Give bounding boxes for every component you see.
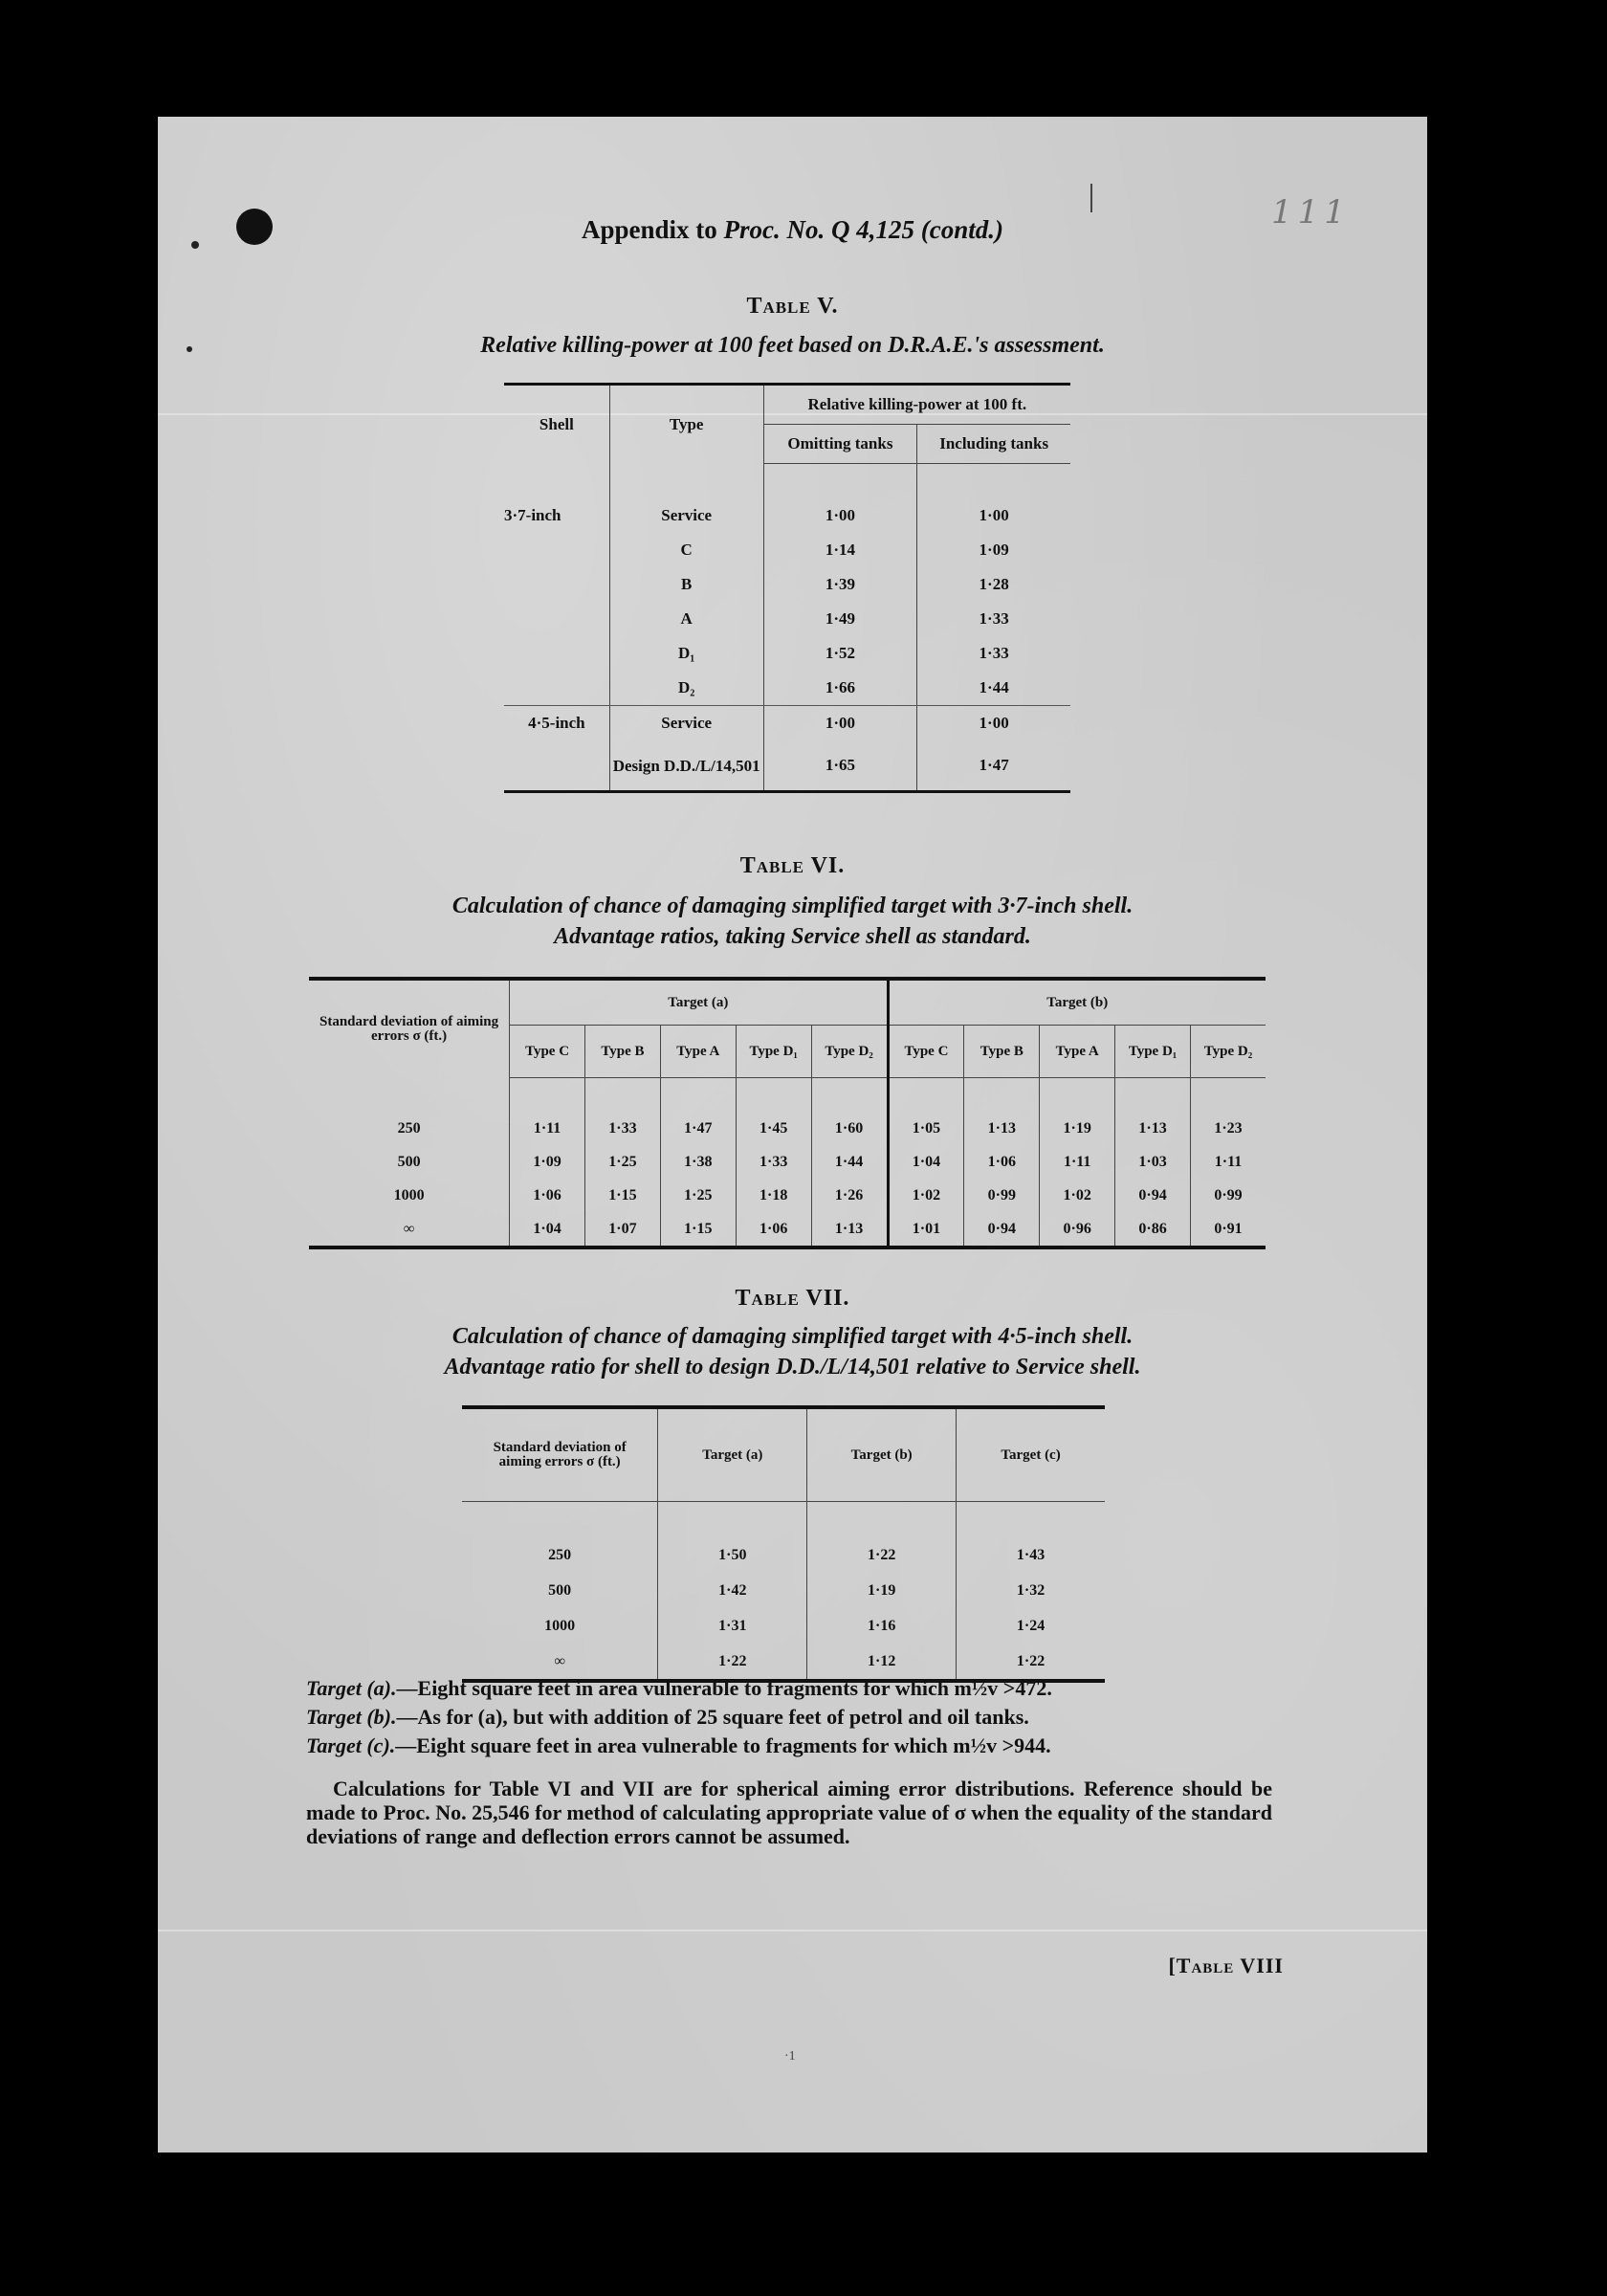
table6-header-type: Type C [888, 1026, 964, 1078]
cell-omit: 1·52 [763, 636, 917, 671]
cell-type: A [609, 602, 763, 636]
table-row [504, 740, 1070, 792]
cell-type: Service [609, 706, 763, 741]
table-row [462, 1573, 1105, 1608]
table-row [309, 1212, 1266, 1247]
cell-value: 1·24 [1016, 1617, 1046, 1634]
cell-sd: ∞ [462, 1644, 658, 1681]
cell-value: 1·07 [585, 1212, 661, 1247]
table6-subtitle-1: Calculation of chance of damaging simplified target with 3·7-inch shell. [451, 894, 1134, 918]
cell-value: 1·38 [660, 1145, 736, 1179]
cell-value: 1·22 [807, 1537, 957, 1573]
cell-value: 1·16 [807, 1608, 957, 1644]
cell-value: 1·06 [964, 1145, 1040, 1179]
cell-value: 0·94 [964, 1212, 1040, 1247]
cell-incl: 1·33 [979, 644, 1009, 662]
continuation-catchword: [Table VIII [1168, 1954, 1284, 1977]
cell-value: 1·04 [888, 1145, 964, 1179]
table-row [504, 706, 1070, 741]
table-row [504, 533, 1070, 567]
table6-header-type: Type A [1040, 1026, 1115, 1078]
cell-sd: 250 [462, 1537, 658, 1573]
appendix-suffix: (contd.) [920, 215, 1003, 244]
cell-incl: 1·00 [979, 714, 1009, 732]
cell-value: 1·33 [585, 1112, 661, 1145]
cell-value: 1·19 [807, 1573, 957, 1608]
appendix-ref: Proc. No. Q 4,125 [723, 215, 915, 244]
cell-value: 1·06 [510, 1179, 585, 1212]
cell-incl: 1·33 [979, 609, 1009, 628]
cell-value: 1·09 [510, 1145, 585, 1179]
cell-value: 1·13 [811, 1212, 888, 1247]
cell-value: 0·91 [1214, 1220, 1243, 1237]
table6-header-type: Type D₁ [736, 1026, 811, 1078]
table6-header-type: Type B [964, 1026, 1040, 1078]
cell-value: 1·60 [811, 1112, 888, 1145]
cell-type: Design D.D./L/14,501 [609, 740, 763, 792]
cell-type: Service [609, 498, 763, 533]
cell-omit: 1·39 [763, 567, 917, 602]
table-row [462, 1537, 1105, 1573]
calculation-paragraph: Calculations for Table VI and VII are for spherical aiming error distributions. Reference should be made to Proc. No. 25,546 for method of calculating appropriate value of σ when the equality of the standard deviations of range and deflection errors cannot be assumed. [306, 1777, 1272, 1848]
appendix-heading [158, 215, 1427, 245]
table5-header-incl: Including tanks [917, 425, 1070, 464]
note-text: —Eight square feet in area vulnerable to fragments for which m½v >472. [396, 1676, 1052, 1700]
note-text: —Eight square feet in area vulnerable to fragments for which m½v >944. [395, 1733, 1051, 1757]
cell-value: 1·42 [658, 1573, 807, 1608]
cell-value: 1·44 [811, 1145, 888, 1179]
cell-value: 1·03 [1115, 1145, 1191, 1179]
cell-value: 1·12 [807, 1644, 957, 1681]
cell-sd: 250 [309, 1112, 510, 1145]
cell-sd: 1000 [309, 1179, 510, 1212]
cell-value: 1·18 [736, 1179, 811, 1212]
cell-incl: 1·44 [917, 671, 1070, 706]
table6-header-sd: Standard deviation of aiming errors σ (ft.) [309, 979, 510, 1078]
note-target-c [306, 1732, 1272, 1760]
cell-omit: 1·00 [763, 498, 917, 533]
cell-value: 1·32 [1016, 1581, 1046, 1599]
table7-header-sd: Standard deviation of aiming errors σ (ft.) [462, 1407, 658, 1502]
cell-omit: 1·00 [763, 706, 917, 741]
cell-value: 1·15 [585, 1179, 661, 1212]
cell-value: 1·11 [1214, 1153, 1243, 1170]
cell-omit: 1·66 [763, 671, 917, 706]
table7-subtitle-1: Calculation of chance of damaging simplified target with 4·5-inch shell. [451, 1324, 1134, 1349]
cell-type: D₁ [609, 636, 763, 671]
pencil-tick [1090, 184, 1092, 212]
table6-header-type: Type D₂ [1191, 1026, 1266, 1078]
cell-value: 1·25 [660, 1179, 736, 1212]
cell-omit: 1·49 [763, 602, 917, 636]
cell-type: B [609, 567, 763, 602]
table5-caption: Table V. [746, 294, 839, 319]
cell-type: C [609, 533, 763, 567]
table7-header-target-a: Target (a) [658, 1407, 807, 1502]
cell-omit: 1·14 [763, 533, 917, 567]
table6-header-type: Type D₁ [1115, 1026, 1191, 1078]
table7-subtitle-2: Advantage ratio for shell to design D.D./L/14,501 relative to Service shell. [444, 1355, 1141, 1380]
table-row [504, 602, 1070, 636]
fold-line [158, 1930, 1427, 1932]
cell-value: 1·11 [1040, 1145, 1115, 1179]
table-row [309, 1145, 1266, 1179]
cell-value: 0·86 [1115, 1212, 1191, 1247]
table-row [309, 1112, 1266, 1145]
document-page [158, 117, 1427, 2152]
table6-header-type: Type D₂ [811, 1026, 888, 1078]
table7 [462, 1405, 1105, 1683]
note-target-a [306, 1674, 1272, 1703]
table-row [309, 1179, 1266, 1212]
cell-value: 1·02 [1040, 1179, 1115, 1212]
cell-sd: 500 [462, 1573, 658, 1608]
pencil-page-number: 111 [1271, 193, 1351, 232]
cell-value: 0·94 [1115, 1179, 1191, 1212]
table6 [309, 977, 1266, 1249]
table-row [504, 498, 1070, 533]
cell-value: 1·31 [658, 1608, 807, 1644]
table7-header-target-b: Target (b) [807, 1407, 957, 1502]
note-text: —As for (a), but with addition of 25 square feet of petrol and oil tanks. [396, 1705, 1029, 1729]
table6-header-target-b: Target (b) [888, 979, 1266, 1026]
cell-value: 1·50 [658, 1537, 807, 1573]
cell-shell [504, 671, 609, 706]
table6-header-target-a: Target (a) [510, 979, 888, 1026]
cell-value: 1·13 [1115, 1112, 1191, 1145]
cell-shell [504, 602, 609, 636]
table6-header-type: Type C [510, 1026, 585, 1078]
cell-value: 1·05 [888, 1112, 964, 1145]
cell-value: 1·15 [660, 1212, 736, 1247]
table7-header-target-c: Target (c) [957, 1407, 1105, 1502]
table-row [504, 636, 1070, 671]
table-row [462, 1608, 1105, 1644]
note-label: Target (a). [306, 1676, 397, 1700]
page-mark: ·1 [784, 2049, 796, 2064]
cell-value: 1·04 [510, 1212, 585, 1247]
cell-incl: 1·28 [979, 575, 1009, 593]
cell-shell [504, 740, 609, 792]
cell-value: 1·02 [888, 1179, 964, 1212]
cell-value: 1·45 [736, 1112, 811, 1145]
note-label: Target (b). [306, 1705, 397, 1729]
note-target-b [306, 1703, 1272, 1732]
cell-value: 1·11 [510, 1112, 585, 1145]
cell-value: 1·01 [888, 1212, 964, 1247]
cell-value: 1·22 [658, 1644, 807, 1681]
cell-value: 1·22 [1016, 1652, 1046, 1669]
table6-header-type: Type A [660, 1026, 736, 1078]
cell-shell [504, 533, 609, 567]
table6-header-type: Type B [585, 1026, 661, 1078]
note-label: Target (c). [306, 1733, 396, 1757]
cell-value: 1·47 [660, 1112, 736, 1145]
table5-header-shell: Shell [504, 385, 609, 464]
cell-value: 1·33 [736, 1145, 811, 1179]
cell-value: 1·26 [811, 1179, 888, 1212]
cell-omit: 1·65 [763, 740, 917, 792]
appendix-prefix: Appendix to [581, 215, 717, 244]
cell-value: 0·96 [1040, 1212, 1115, 1247]
cell-sd: 1000 [462, 1608, 658, 1644]
cell-shell [504, 636, 609, 671]
cell-value: 1·19 [1040, 1112, 1115, 1145]
table5-header-omit: Omitting tanks [763, 425, 917, 464]
cell-sd: ∞ [309, 1212, 510, 1247]
table5-subtitle: Relative killing-power at 100 feet based on D.R.A.E.'s assessment. [480, 333, 1105, 358]
table7-caption: Table VII. [735, 1286, 850, 1311]
cell-value: 0·99 [1214, 1186, 1243, 1203]
cell-incl: 1·09 [979, 541, 1009, 559]
cell-shell: 4·5-inch [504, 706, 609, 741]
cell-value: 1·06 [736, 1212, 811, 1247]
table5 [504, 383, 1070, 793]
cell-type: D₂ [609, 671, 763, 706]
cell-value: 1·13 [964, 1112, 1040, 1145]
cell-shell [504, 567, 609, 602]
cell-sd: 500 [309, 1145, 510, 1179]
table5-header-group: Relative killing-power at 100 ft. [763, 385, 1070, 425]
table-row [504, 671, 1070, 706]
table-row [504, 567, 1070, 602]
cell-value: 1·23 [1214, 1119, 1243, 1137]
cell-incl: 1·47 [979, 756, 1009, 774]
table6-subtitle-2: Advantage ratios, taking Service shell as standard. [554, 924, 1031, 949]
table5-header-type: Type [609, 385, 763, 464]
cell-shell: 3·7-inch [504, 498, 609, 533]
cell-incl: 1·00 [979, 506, 1009, 524]
cell-value: 1·43 [1016, 1546, 1046, 1563]
table6-caption: Table VI. [739, 853, 846, 878]
cell-value: 0·99 [964, 1179, 1040, 1212]
cell-value: 1·25 [585, 1145, 661, 1179]
